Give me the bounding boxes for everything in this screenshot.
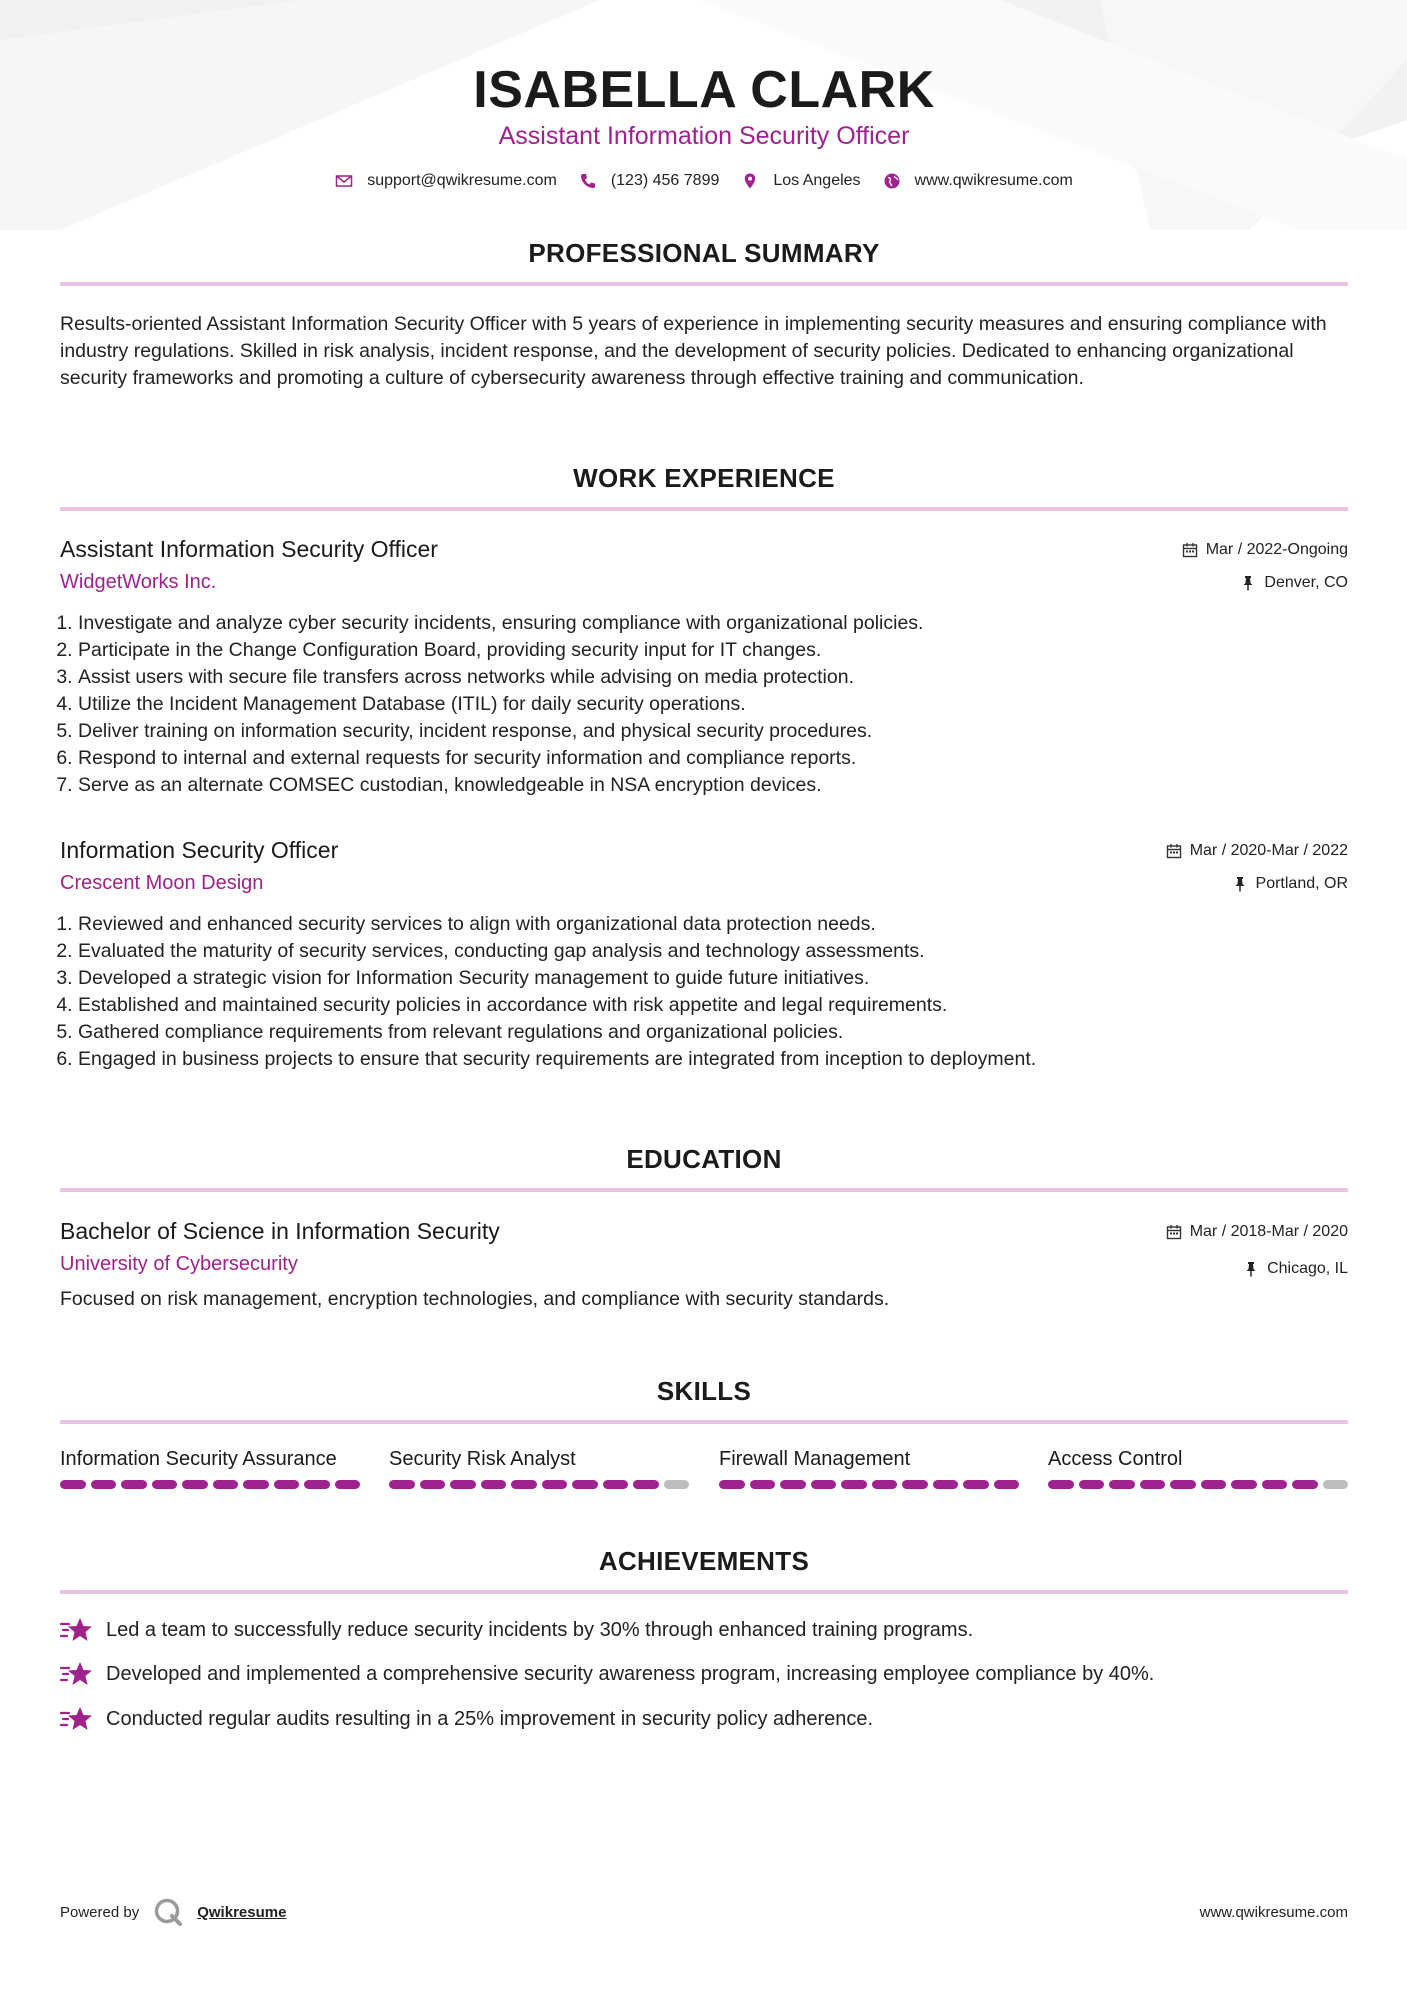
- education-location-text: Chicago, IL: [1267, 1260, 1348, 1277]
- achievement-text: Led a team to successfully reduce security incidents by 30% through enhanced training programs.: [106, 1619, 974, 1641]
- job-location-text: Portland, OR: [1255, 875, 1348, 892]
- achievement-text: Developed and implemented a comprehensive security awareness program, increasing employee compliance by 40%.: [106, 1663, 1155, 1685]
- list-item: 6. Engaged in business projects to ensure that security requirements are integrated from inception to deployment.: [78, 1046, 1338, 1073]
- section-title-achievements: ACHIEVEMENTS: [598, 1546, 810, 1576]
- star-icon: [60, 1704, 94, 1734]
- contact-phone-text: (123) 456 7899: [610, 172, 720, 189]
- pin-icon: [1232, 876, 1248, 892]
- skill-level-segment: [902, 1480, 928, 1489]
- candidate-role: Assistant Information Security Officer: [498, 122, 910, 150]
- skill-level-segment: [481, 1480, 507, 1489]
- job-title: Information Security Officer: [60, 837, 339, 863]
- list-item: 2. Evaluated the maturity of security services, conducting gap analysis and technology assessments.: [78, 938, 1338, 965]
- list-item: 1. Investigate and analyze cyber security incidents, ensuring compliance with organizational policies.: [78, 610, 1338, 637]
- skill-level-segment: [872, 1480, 898, 1489]
- section-divider: [60, 507, 1348, 511]
- job-bullets: [60, 610, 1338, 799]
- skill-level-segment: [389, 1480, 415, 1489]
- calendar-icon: [1166, 843, 1182, 859]
- job-bullets: [60, 911, 1338, 1073]
- skill-level-segment: [1079, 1480, 1105, 1489]
- skill-name: Security Risk Analyst: [389, 1448, 576, 1470]
- contact-website[interactable]: [883, 172, 1073, 190]
- skill-level-segment: [750, 1480, 776, 1489]
- candidate-name: ISABELLA CLARK: [473, 61, 935, 119]
- qwikresume-logo-icon: [153, 1897, 183, 1927]
- section-title-summary: PROFESSIONAL SUMMARY: [528, 238, 880, 268]
- footer-powered-by: [60, 1897, 286, 1927]
- skill-level-segment: [450, 1480, 476, 1489]
- job-title: Assistant Information Security Officer: [60, 536, 438, 562]
- contact-website-text: www.qwikresume.com: [914, 172, 1073, 189]
- list-item: 7. Serve as an alternate COMSEC custodian, knowledgeable in NSA encryption devices.: [78, 772, 1338, 799]
- job-company: Crescent Moon Design: [60, 872, 264, 894]
- job-dates: [1166, 840, 1348, 862]
- job-company: WidgetWorks Inc.: [60, 571, 217, 593]
- skill-item: [389, 1444, 689, 1489]
- section-title-skills: SKILLS: [656, 1376, 752, 1406]
- skills-list: [60, 1444, 1348, 1504]
- phone-icon: [579, 172, 597, 190]
- job-location: [1232, 873, 1348, 895]
- skill-level-segment: [60, 1480, 86, 1489]
- skill-level-segment: [213, 1480, 239, 1489]
- skill-level-bar: [60, 1480, 360, 1489]
- envelope-icon: [335, 172, 353, 190]
- section-divider: [60, 1420, 1348, 1424]
- education-description: Focused on risk management, encryption technologies, and compliance with security standards.: [60, 1288, 890, 1310]
- skill-level-segment: [420, 1480, 446, 1489]
- contact-email[interactable]: [335, 172, 557, 190]
- section-divider: [60, 1590, 1348, 1594]
- list-item: 3. Developed a strategic vision for Information Security management to guide future initiatives.: [78, 965, 1338, 992]
- summary-text: Results-oriented Assistant Information Security Officer with 5 years of experience in implementing security measures and ensuring compliance with industry regulations. Skilled in risk analysis, incident response, and the development of security policies. Dedicated to enhancing organizational security frameworks and promoting a culture of cybersecurity awareness through effective training and communication.: [60, 313, 1327, 389]
- pin-icon: [1240, 575, 1256, 591]
- list-item: 4. Established and maintained security policies in accordance with risk appetite and legal requirements.: [78, 992, 1338, 1019]
- skill-item: [60, 1444, 360, 1489]
- education-dates: [1166, 1221, 1348, 1243]
- degree-title: Bachelor of Science in Information Security: [60, 1218, 500, 1244]
- calendar-icon: [1166, 1224, 1182, 1240]
- skill-level-segment: [274, 1480, 300, 1489]
- job-location-text: Denver, CO: [1264, 574, 1348, 591]
- contact-location-text: Los Angeles: [773, 172, 861, 189]
- skill-level-segment: [933, 1480, 959, 1489]
- skill-item: [719, 1444, 1019, 1489]
- achievement-item: [60, 1615, 1348, 1645]
- list-item: 2. Participate in the Change Configuration Board, providing security input for IT changes.: [78, 637, 1338, 664]
- skill-level-segment: [1048, 1480, 1074, 1489]
- skill-level-segment: [91, 1480, 117, 1489]
- job-dates: [1182, 539, 1348, 561]
- skill-level-segment: [1323, 1480, 1349, 1489]
- section-title-education: EDUCATION: [626, 1144, 782, 1174]
- star-icon: [60, 1659, 94, 1689]
- skill-level-segment: [304, 1480, 330, 1489]
- skill-level-segment: [633, 1480, 659, 1489]
- skill-level-segment: [780, 1480, 806, 1489]
- skill-level-segment: [1109, 1480, 1135, 1489]
- school-name: University of Cybersecurity: [60, 1253, 298, 1275]
- skill-level-segment: [1262, 1480, 1288, 1489]
- skill-level-segment: [243, 1480, 269, 1489]
- list-item: 5. Gathered compliance requirements from relevant regulations and organizational policies.: [78, 1019, 1338, 1046]
- footer-brand-link[interactable]: Qwikresume: [197, 1903, 287, 1921]
- skill-item: [1048, 1444, 1348, 1489]
- skill-level-segment: [121, 1480, 147, 1489]
- contact-bar: [60, 172, 1348, 190]
- job-dates-text: Mar / 2020-Mar / 2022: [1189, 842, 1348, 859]
- list-item: 1. Reviewed and enhanced security services to align with organizational data protection needs.: [78, 911, 1338, 938]
- skill-level-segment: [603, 1480, 629, 1489]
- section-title-experience: WORK EXPERIENCE: [573, 463, 835, 493]
- skill-level-segment: [1140, 1480, 1166, 1489]
- skill-level-segment: [335, 1480, 361, 1489]
- skill-level-segment: [841, 1480, 867, 1489]
- skill-name: Information Security Assurance: [60, 1448, 337, 1470]
- section-divider: [60, 282, 1348, 286]
- job-location: [1240, 572, 1348, 594]
- achievement-item: [60, 1659, 1348, 1689]
- skill-level-segment: [572, 1480, 598, 1489]
- list-item: 5. Deliver training on information security, incident response, and physical security procedures.: [78, 718, 1338, 745]
- pin-icon: [1243, 1261, 1259, 1277]
- list-item: 3. Assist users with secure file transfers across networks while advising on media protection.: [78, 664, 1338, 691]
- skill-level-segment: [542, 1480, 568, 1489]
- contact-phone[interactable]: [579, 172, 720, 190]
- education-location: [1243, 1258, 1348, 1280]
- skill-level-segment: [1170, 1480, 1196, 1489]
- skill-level-bar: [1048, 1480, 1348, 1489]
- skill-level-segment: [719, 1480, 745, 1489]
- star-icon: [60, 1615, 94, 1645]
- achievement-item: [60, 1704, 1348, 1734]
- achievement-text: Conducted regular audits resulting in a 25% improvement in security policy adherence.: [106, 1708, 874, 1730]
- globe-icon: [883, 172, 901, 190]
- skill-level-segment: [152, 1480, 178, 1489]
- skill-level-segment: [664, 1480, 690, 1489]
- skill-level-segment: [511, 1480, 537, 1489]
- list-item: 4. Utilize the Incident Management Database (ITIL) for daily security operations.: [78, 691, 1338, 718]
- list-item: 6. Respond to internal and external requests for security information and compliance reports.: [78, 745, 1338, 772]
- skill-level-bar: [389, 1480, 689, 1489]
- section-divider: [60, 1188, 1348, 1192]
- skill-level-segment: [1201, 1480, 1227, 1489]
- job-dates-text: Mar / 2022-Ongoing: [1205, 541, 1348, 558]
- skill-level-segment: [182, 1480, 208, 1489]
- footer-website[interactable]: www.qwikresume.com: [1199, 1904, 1348, 1921]
- skill-name: Access Control: [1048, 1448, 1183, 1470]
- contact-email-text: support@qwikresume.com: [367, 172, 557, 189]
- skill-level-segment: [963, 1480, 989, 1489]
- skill-level-segment: [1231, 1480, 1257, 1489]
- skill-level-segment: [811, 1480, 837, 1489]
- education-dates-text: Mar / 2018-Mar / 2020: [1189, 1223, 1348, 1240]
- calendar-icon: [1182, 542, 1198, 558]
- skill-level-segment: [994, 1480, 1020, 1489]
- powered-by-label: Powered by: [60, 1903, 140, 1921]
- skill-name: Firewall Management: [719, 1448, 911, 1470]
- map-pin-icon: [741, 172, 759, 190]
- skill-level-bar: [719, 1480, 1019, 1489]
- contact-location: [741, 172, 860, 190]
- skill-level-segment: [1292, 1480, 1318, 1489]
